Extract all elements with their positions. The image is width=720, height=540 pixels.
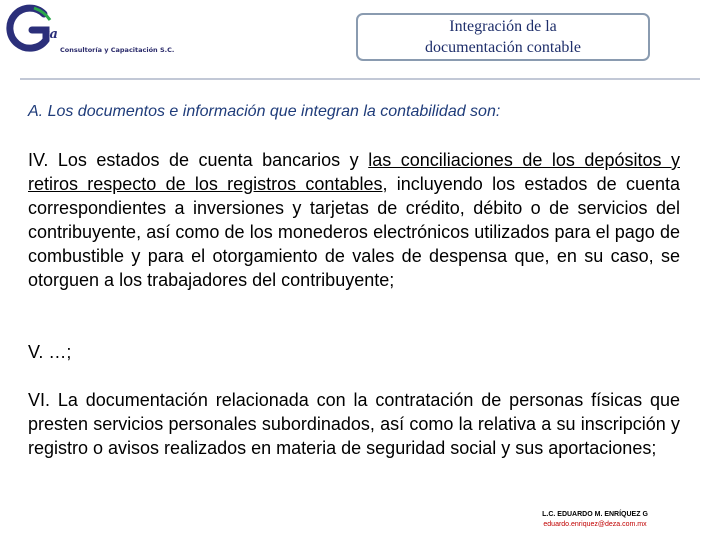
author-email[interactable]: eduardo.enriquez@deza.com.mx: [543, 521, 647, 528]
paragraph-iv-underlined: las conciliaciones de los depósitos y retiros respecto de los registros contables: [28, 150, 680, 194]
paragraph-iv-rest: , incluyendo los estados de cuenta correspondientes a inversiones y tarjetas de crédito, débito o de servicios del contribuyente, así como de los monederos electrónicos utilizados para el pago de combustible y para el otorgamiento de vales de despensa que, en su caso, se otorguen a los trabajadores del contribuyente;: [28, 174, 680, 290]
logo-subtitle: Consultoría y Capacitación S.C.: [60, 46, 175, 54]
paragraph-iv-intro: IV. Los estados de cuenta bancarios y: [28, 150, 369, 170]
paragraph-iv: [28, 148, 680, 292]
company-logo: [4, 4, 174, 60]
paragraph-v: V. …;: [28, 342, 72, 362]
logo-va-text: va: [42, 27, 58, 42]
header-divider: [20, 78, 700, 80]
paragraph-vi: VI. La documentación relacionada con la contratación de personas físicas que presten servicios personales subordinados, así como la relativa a su inscripción y registro o avisos realizados en materia de seguridad social y sus aportaciones;: [28, 390, 680, 458]
title-box: [356, 13, 650, 61]
author-name: L.C. EDUARDO M. ENRÍQUEZ G: [542, 511, 648, 518]
title-line-2: documentación contable: [425, 39, 581, 56]
section-subtitle: A. Los documentos e información que integran la contabilidad son:: [28, 103, 501, 120]
logo-g-icon: [4, 4, 64, 52]
title-line-1: Integración de la: [449, 18, 557, 35]
footer-signature: [520, 510, 670, 530]
